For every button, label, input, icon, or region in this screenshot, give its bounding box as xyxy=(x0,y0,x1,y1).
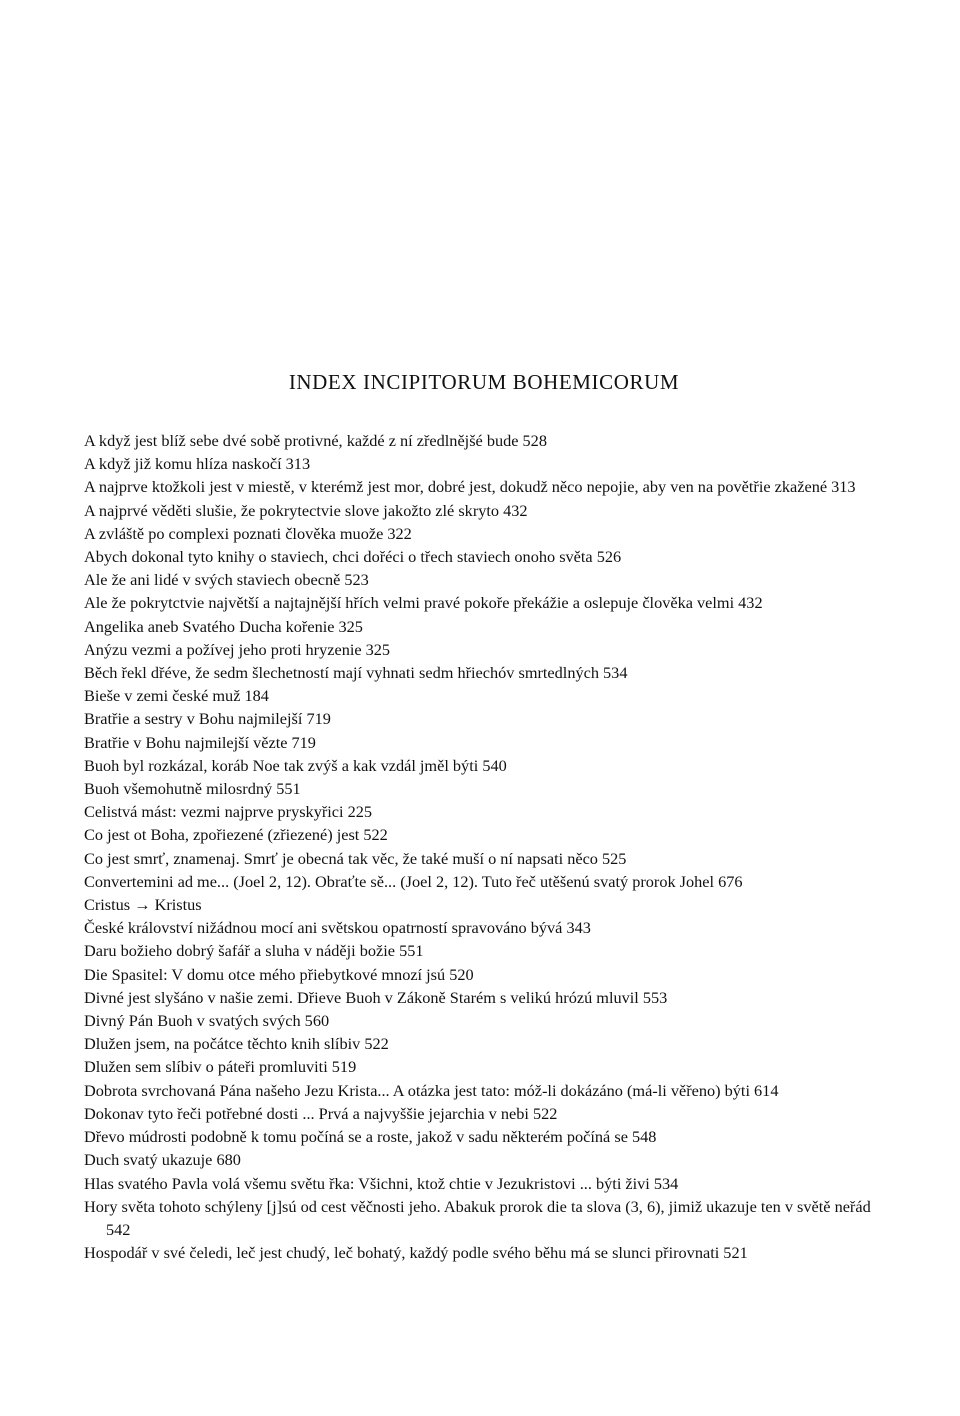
index-entry: Anýzu vezmi a požívej jeho proti hryzenie 325 xyxy=(84,639,391,659)
index-entry: Die Spasitel: V domu otce mého přiebytkové mnozí jsú 520 xyxy=(84,964,474,984)
index-entry: Běch řekl dřéve, že sedm šlechetností mají vyhnati sedm hřiechóv smrtedlných 534 xyxy=(84,663,628,683)
index-entry: A když již komu hlíza naskočí 313 xyxy=(84,454,311,474)
index-entry: A zvláště po complexi poznati člověka muože 322 xyxy=(84,523,412,543)
index-entry: Ale že pokrytctvie najvětší a najtajnější hřích velmi pravé pokoře překážie a oslepuje člověka velmi 432 xyxy=(84,593,763,613)
index-entry: A když jest blíž sebe dvé sobě protivné, každé z ní zředlnějšé bude 528 xyxy=(84,431,547,450)
index-entry: Bratřie v Bohu najmilejší vězte 719 xyxy=(84,732,316,752)
page-title: INDEX INCIPITORUM BOHEMICORUM xyxy=(288,370,680,394)
index-entry: Daru božieho dobrý šafář a sluha v náději božie 551 xyxy=(84,941,424,961)
index-entry: Cristus → Kristus xyxy=(84,895,202,915)
index-entry: Dřevo múdrosti podobně k tomu počíná se a roste, jakož v sadu některém počíná se 548 xyxy=(84,1127,657,1147)
index-entry: České království nižádnou mocí ani světskou opatrností spravováno bývá 343 xyxy=(84,918,591,938)
index-entry: Bratřie a sestry v Bohu najmilejší 719 xyxy=(84,709,331,729)
index-entry: Buoh všemohutně milosrdný 551 xyxy=(84,779,301,799)
index-entry: A najprve ktožkoli jest v miestě, v kterémž jest mor, dobré jest, dokudž něco nepojie, aby ven na povětřie zkažené 313 xyxy=(84,477,856,497)
index-entry: Co jest ot Boha, zpořiezené (zřiezené) jest 522 xyxy=(84,825,388,845)
index-entry: A najprvé věděti slušie, že pokrytectvie slove jakožto zlé skryto 432 xyxy=(84,500,528,520)
index-entry: Divné jest slyšáno v našie zemi. Dřieve Buoh v Zákoně Starém s velikú hrózú mluvil 553 xyxy=(84,987,668,1007)
index-entry: Co jest smrť, znamenaj. Smrť je obecná tak věc, že také muší o ní napsati něco 525 xyxy=(84,848,627,868)
index-entry: Buoh byl rozkázal, koráb Noe tak zvýš a kak vzdál jměl býti 540 xyxy=(84,755,507,775)
index-entry: Bieše v zemi české muž 184 xyxy=(84,686,269,706)
index-entry: Angelika aneb Svatého Ducha kořenie 325 xyxy=(84,616,363,636)
index-entry: Ale že ani lidé v svých staviech obecně 523 xyxy=(84,570,369,590)
index-entry: Convertemini ad me... (Joel 2, 12). Obraťte sě... (Joel 2, 12). Tuto řeč utěšenú svatý prorok Johel 676 xyxy=(84,871,743,891)
index-entry: Dokonav tyto řeči potřebné dosti ... Prvá a najvyššie jejarchia v nebi 522 xyxy=(84,1103,558,1123)
index-entries xyxy=(84,429,884,1264)
index-entry: Dobrota svrchovaná Pána našeho Jezu Krista... A otázka jest tato: móž-li dokázáno (má-li věřeno) býti 614 xyxy=(84,1080,779,1100)
index-entry: Abych dokonal tyto knihy o staviech, chci dořéci o třech staviech onoho světa 526 xyxy=(84,547,622,567)
index-entry: Divný Pán Buoh v svatých svých 560 xyxy=(84,1011,330,1031)
index-page xyxy=(84,0,884,1416)
index-entry: Dlužen sem slíbiv o páteři promluviti 519 xyxy=(84,1057,357,1077)
index-entry: Dlužen jsem, na počátce těchto knih slíbiv 522 xyxy=(84,1034,389,1054)
index-entry: Duch svatý ukazuje 680 xyxy=(84,1150,241,1170)
index-entry: Hospodář v své čeledi, leč jest chudý, leč bohatý, každý podle svého běhu má se slunci přirovnati 521 xyxy=(84,1243,748,1263)
index-entry: Celistvá mást: vezmi najprve pryskyřici 225 xyxy=(84,802,373,822)
index-entry: Hlas svatého Pavla volá všemu světu řka: Všichni, ktož chtie v Jezukristovi ... býti živi 534 xyxy=(84,1173,679,1193)
index-entry: Hory světa tohoto schýleny [j]sú od cest věčnosti jeho. Abakuk prorok die ta slova (3, 6), jimiž ukazuje ten v světě neřád 542 xyxy=(84,1196,871,1239)
